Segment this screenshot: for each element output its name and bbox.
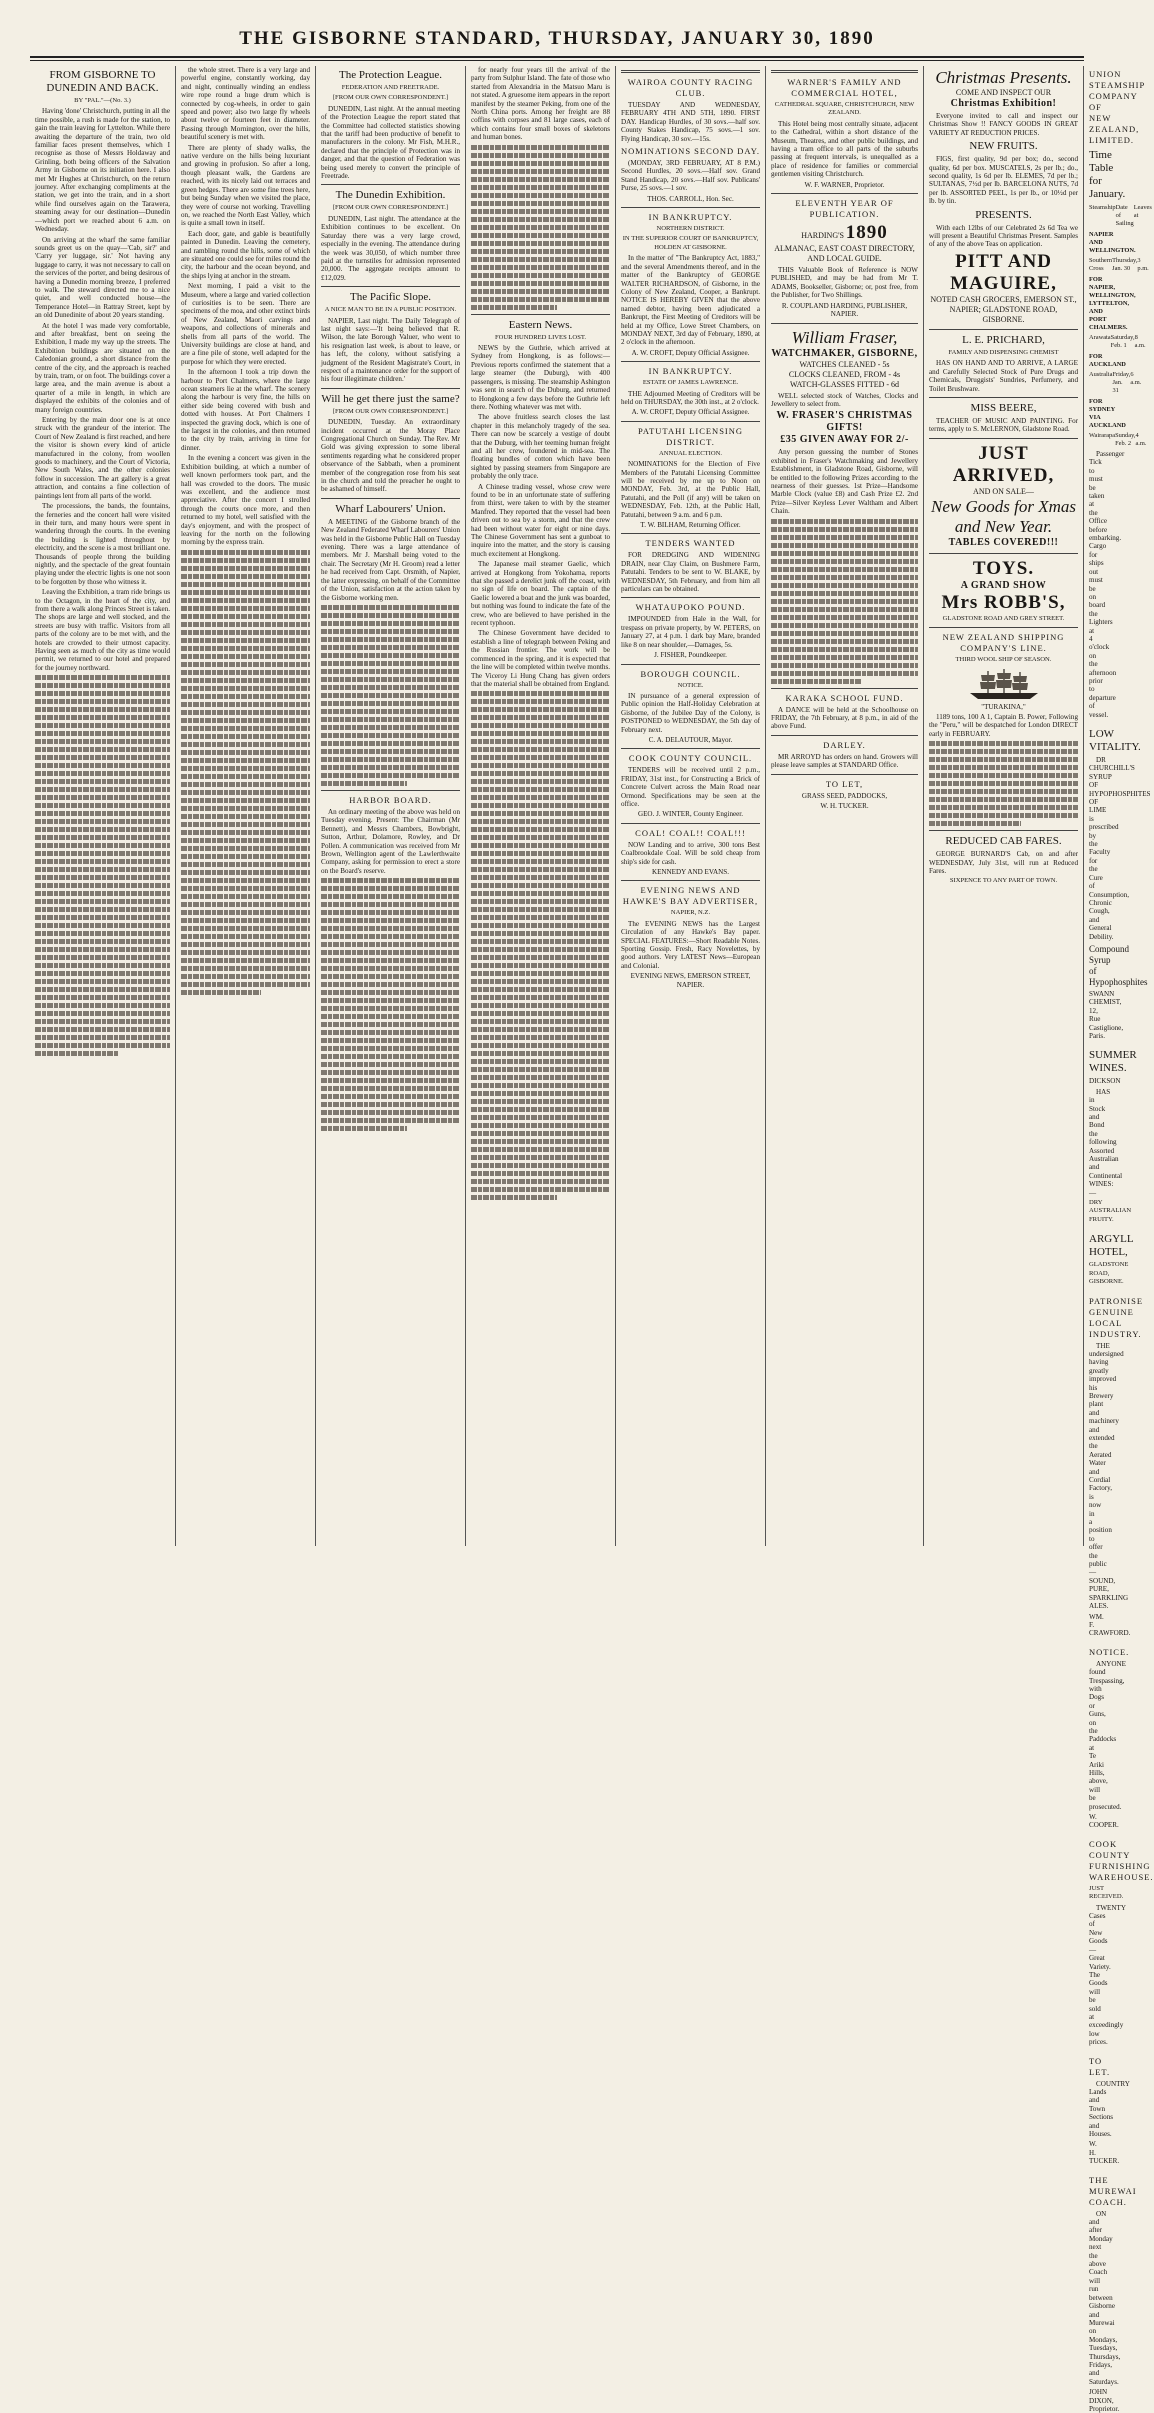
ad-headline: W. FRASER'S CHRISTMAS GIFTS!: [776, 410, 913, 434]
price-line: CLOCKS CLEANED, FROM - 4s: [788, 369, 901, 379]
ad-subhead: THIRD WOOL SHIP OF SEASON.: [955, 656, 1052, 664]
divider: [771, 735, 918, 736]
ad-subhead: NOMINATIONS SECOND DAY.: [621, 146, 760, 157]
ad-text: MR ARROYD has orders on hand. Growers will please leave samples at STANDARD Office.: [771, 752, 918, 770]
divider: [321, 388, 460, 389]
divider: [929, 553, 1078, 554]
notice-subhead: ANNUAL ELECTION.: [658, 449, 723, 457]
timetable-cell: Arawata: [1089, 334, 1111, 341]
just-arrived-ad: [929, 443, 1078, 549]
notice-subhead: IN THE SUPERIOR COURT OF BANKRUPTCY, HOLDEN AT GISBORNE.: [622, 235, 759, 251]
ad-headline: DARLEY.: [823, 739, 866, 750]
ad-signature: KENNEDY AND EVANS.: [651, 868, 730, 876]
article-paragraph: The processions, the bands, the fountains, the ferneries and the concert hall were visited in their turn, and many hours were spent in wandering through the courts. In the evening the building is lighted throughout by electricity, and the scene is a most brilliant one. Thousands of people throng the building nightly, and the spectacle of the great fountain playing under the electric lights is one not soon to be forgotten by those who witness it.: [35, 502, 170, 586]
ad-text: A DANCE will be held at the Schoolhouse on FRIDAY, the 7th February, at 8 p.m., in aid of the above Fund.: [771, 705, 918, 731]
notice-subhead: NOTICE.: [677, 681, 704, 689]
article-paragraph: In the evening a concert was given in the Exhibition building, at which a number of well known performers took part, and the hall was crowded to the doors. The music was excellent, and the audience most appreciative. After the concert I strolled through the courts once more, and then returned to my hotel, well satisfied with the day's enjoyment, and with the prospect of leaving for the north on the following morning by the express train.: [181, 454, 310, 547]
ad-text: (MONDAY, 3RD FEBRUARY, AT 8 P.M.) Second Hurdles, 20 sovs.—Half sov. Grand Stand Handicap, 20 sovs.—Half sov. Publicans' Purse, 25 sovs.—1 sov.: [621, 159, 760, 193]
article-paragraph: DUNEDIN, Last night. At the annual meeting of the Protection League the report stated that the Committee had collected statistics showing that the tariff had been productive of benefit to manufacturers in the colony. Mr Fish, M.H.R., declared that the principle of Protection was in danger, and that the question of Federation was being used merely to convert the principle of Freetrade.: [321, 104, 460, 181]
timetable-cell: 8 a.m.: [1134, 334, 1146, 349]
ad-text: Any person guessing the number of Stones exhibited in Fraser's Watchmaking and Jewellery Establishment, in Gladstone Road, Gisborne, will be entitled to the following Prizes according to the nearness of their guesses. 1st Prize—Handsome Marble Clock (value £8) and Cash Prize £2. 2nd Prize—Silver Keyless Lever Waltham and Albert Chain.: [771, 448, 918, 516]
divider: [621, 421, 760, 422]
timetable-cell: Southern Cross: [1089, 257, 1113, 272]
ad-headline: NEW ZEALAND SHIPPING COMPANY'S LINE.: [942, 632, 1065, 654]
article-paragraph: the whole street. There is a very large and powerful engine, constantly working, day and night, continually winding an endless wire rope round a huge drum which is connected by cog-wheels, in order to gain speed and power; also two large fly wheels about twelve or fourteen feet in diameter. Passing through Mornington, over the hills, beautiful scenery is met with.: [181, 66, 310, 142]
article-headline: The Dunedin Exhibition.: [335, 189, 446, 202]
ad-subhead: AND ON SALE—: [973, 486, 1034, 496]
ship-name: "TURAKINA,": [981, 702, 1026, 711]
article-subhead: FOUR HUNDRED LIVES LOST.: [494, 333, 587, 341]
sailing-ship-icon: [964, 667, 1044, 701]
timetable-cell: Australia: [1089, 371, 1113, 378]
toys-ad: [929, 558, 1078, 623]
column-7: [924, 66, 1084, 1546]
ad-amount: £35 GIVEN AWAY FOR 2/-: [780, 434, 909, 446]
column-8: UNION STEAMSHIP COMPANY OF NEW ZEALAND, LIMITED. Time Table for January. Steamship Date of Sailing Leaves at NAPIER AND WELLINGTON. Southern Cross Thursday, Jan. 30 3 p.m. FOR NAPIER, WELLINGTON, LYTTELTON, AND PORT CHALMERS. Arawata Saturday, Feb. 1 8 a.m. FOR AUCKLAND Australia Friday, Jan. 31 6 a.m. FOR SYDNEY VIA AUCKLAND Wairarapa Sunday, Feb. 2 4 a.m. Passenger Tick to must be taken at the Office before embarking. Cargo for ships out must be on board the Lighters at 4 o'clock on the afternoon prior to departure of vessel. LOW VITALITY. DR CHURCHILL'S SYRUP OF HYPOPHOSPHITES OF LIME is prescribed by the Faculty for the Cure of Consumption, Chronic Cough, and General Debility. Compound Syrup of Hypophosphites SWANN CHEMIST, 12, Rue Castiglione, Paris. SUMMER WINES. DICKSON HAS in Stock and Bond the following Assorted Australian and Continental WINES:— DRY AUSTRALIAN FRUITY. ARGYLL HOTEL, GLADSTONE ROAD, GISBORNE. PATRONISE GENUINE LOCAL INDUSTRY. THE undersigned having greatly improved his Brewery plant and machinery and extended the Aerated Water and Cordial Factory, is now in a position to offer the public—SOUND, PURE, SPARKLING ALES. WM. F. CRAWFORD. NOTICE. ANYONE found Trespassing, with Dogs or Guns, on the Paddocks at Te Ariki Hills, above, will be prosecuted. W. COOPER. COOK COUNTY FURNISHING WAREHOUSE. JUST RECEIVED. TWENTY Cases of New Goods—Great Variety. The Goods will be sold at exceedingly low prices. TO LET. COUNTRY Lands and Town Sections and Houses. W. H. TUCKER. THE MUREWAI COACH. ON and after Monday next the above Coach will run between Gisborne and Murewai on Mondays, Tuesdays, Thursdays, Fridays, and Saturdays. JOHN DIXON, Proprietor.: [1089, 69, 1154, 2413]
article-paragraph: Next morning, I paid a visit to the Museum, where a large and varied collection of curiosities is to be seen. There are specimens of the moa, and other extinct birds of New Zealand, Maori carvings and weapons, and collections of minerals and shells from all parts of the world. The University buildings are close at hand, and are a fine pile of stone, well adapted for the purpose for which they were erected.: [181, 282, 310, 366]
article-source: [FROM OUR OWN CORRESPONDENT.]: [332, 204, 449, 212]
ad-text: FIGS, first quality, 9d per box; do., second quality, 6d per box. MUSCATELS, 2s per lb.; do., second quality, 1s 6d per lb. ELEMES, 7d per lb.; SULTANAS, 7½d per lb. BARCELONA NUTS, 7d per lb. ASSORTED PEEL, 1s per lb., or 10½d per lb. by tin.: [929, 155, 1078, 206]
article-paragraph: The Japanese mail steamer Gaelic, which arrived at Hongkong from Yokohama, reports that she passed a derelict junk off the coast, with no sign of life on board. The captain of the Gaelic lowered a boat and the junk was boarded, but nothing was found to indicate the fate of the crew, who are believed to have perished in the recent typhoon.: [471, 560, 610, 628]
divider: [929, 438, 1078, 439]
divider: [771, 70, 918, 73]
timetable-cell: 6 a.m.: [1130, 371, 1142, 386]
watchmaker-sub: WATCHMAKER, GISBORNE,: [771, 347, 918, 359]
divider: [771, 688, 918, 689]
article-paragraph: There are plenty of shady walks, the native verdure on the hills being luxuriant and growing in profusion. So after a long, though pleasant walk, the Gardens are reached, with its nicely laid out terraces and green hedges. There are some fine trees here, but being Sunday when we visited the place, they were of course not working. Travelling on, we reached the North East Valley, which is quite a small town in itself.: [181, 143, 310, 228]
almanac-title: ALMANAC, EAST COAST DIRECTORY, AND LOCAL GUIDE.: [774, 244, 915, 264]
ad-subhead: GLADSTONE ROAD AND GREY STREET.: [942, 614, 1065, 622]
divider: [929, 397, 1078, 398]
notice-subhead: NORTHERN DISTRICT.: [656, 225, 725, 233]
ad-text: TEACHER OF MUSIC AND PAINTING. For terms, apply to S. McLERNON, Gladstone Road.: [929, 416, 1078, 434]
ad-text: The EVENING NEWS has the Largest Circulation of any Hawke's Bay paper. SPECIAL FEATURES:—Short Readable Notes. Sporting Gossip. Fresh, Racy Novelettes, by good authors. Very LATEST News—European and Colonial.: [621, 919, 760, 970]
notice-signature: A. W. CROFT, Deputy Official Assignee.: [631, 408, 750, 417]
article-headline: Eastern News.: [508, 318, 573, 331]
article-headline: FROM GISBORNE TO DUNEDIN AND BACK.: [46, 69, 159, 94]
article-paragraph: Leaving the Exhibition, a tram ride brings us to the Octagon, in the heart of the city, and from there a walk along Princes Street is taken. The shops are large and well stocked, and the streets are busy with traffic. Visitors from all parts of the colony are to be met with, and the hotels are crowded to their utmost capacity. Having seen as much of the city as time would permit, we returned to our hotel and prepared for the journey northward.: [35, 588, 170, 672]
christmas-gifts-ad: [771, 410, 918, 446]
timetable-cell: Wairarapa: [1089, 432, 1116, 439]
divider: [621, 207, 760, 208]
columns: [30, 66, 1154, 2413]
ad-headline: TO LET,: [825, 778, 864, 789]
ad-headline: A GRAND SHOW: [960, 579, 1047, 591]
ad-headline: WAIROA COUNTY RACING CLUB.: [627, 77, 754, 98]
ad-headline: COAL! COAL!! COAL!!!: [635, 827, 746, 838]
divider: [471, 314, 610, 315]
ad-headline: L. E. PRICHARD,: [962, 333, 1045, 346]
article-byline: BY "PAL."—(No. 3.): [74, 97, 131, 104]
ad-headline: Christmas Presents.: [935, 68, 1072, 87]
notice-text: IMPOUNDED from Hale in the Wall, for trespass on private property, by W. PETERS, on January 27, at 4 p.m. 1 dark bay Mare, branded like 8 on near shoulder,—Damages, 5s.: [621, 615, 760, 649]
divider: [621, 664, 760, 665]
ad-text: THIS Valuable Book of Reference is NOW PUBLISHED, and may be had from Mr T. ADAMS, Bookseller, Gisborne; or, post free, from the Publisher, for Two Shillings.: [771, 266, 918, 300]
illegible-text: [181, 550, 310, 995]
masthead-rule: [30, 56, 1084, 58]
ad-slogan: New Goods for Xmas and New Year.: [931, 496, 1076, 536]
article-paragraph: The above fruitless search closes the last chapter in this melancholy tragedy of the sea. There can now be scarcely a vestige of doubt that the Duburg, with her teeming human freight and all her crew, foundered in mid-sea. The floating bundles of cotton which have been sighted by passing steamers from Singapore are probably the only trace.: [471, 413, 610, 481]
ad-headline: PRESENTS.: [975, 208, 1032, 221]
divider: [621, 361, 760, 362]
article-headline: Wharf Labourers' Union.: [335, 502, 446, 515]
ad-text: TUESDAY AND WEDNESDAY, FEBRUARY 4TH AND 5TH, 1890. FIRST DAY. Handicap Hurdles, of 30 sovs.—half sov. County Stakes Handicap, 75 sovs.—1 sov. Flying Handicap, 30 sov.—15s.: [621, 101, 760, 143]
ad-headline: EVENING NEWS AND HAWKE'S BAY ADVERTISER,: [622, 885, 759, 907]
article-source: [FROM OUR OWN CORRESPONDENT.]: [332, 94, 449, 102]
ad-headline: REDUCED CAB FARES.: [945, 835, 1062, 848]
ad-text: GRASS SEED, PADDOCKS,: [801, 791, 888, 800]
ad-headline: TABLES COVERED!!!: [948, 536, 1059, 548]
illegible-text: [929, 741, 1078, 826]
divider: [321, 184, 460, 185]
column-3: [316, 66, 466, 1546]
divider: [321, 498, 460, 499]
article-headline: Will he get there just the same?: [321, 392, 460, 405]
ad-signature: W. F. WARNER, Proprietor.: [804, 180, 885, 189]
article-subhead: FEDERATION AND FREETRADE.: [341, 84, 440, 91]
christmas-presents-ad: [929, 68, 1078, 110]
ad-headline: PITT AND MAGUIRE,: [950, 250, 1057, 294]
notice-signature: GEO. J. WINTER, County Engineer.: [637, 810, 744, 819]
watchmaker-ad: [771, 328, 918, 390]
article-paragraph: Entering by the main door one is at once struck with the grandeur of the interior. The Court of New Zealand is first reached, and here the visitor is shown every kind of article manufactured in the colony, from woollen goods to machinery, and the Court of Victoria, New South Wales, and the other colonies follow in succession. The art gallery is a great attraction, and contains a fine collection of paintings lent from all parts of the world.: [35, 416, 170, 500]
article-paragraph: NEWS by the Guthrie, which arrived at Sydney from Hongkong, is as follows:—Previous reports confirmed the statement that a large steamer (the Duburg), with 400 passengers, is missing. The steamship Ashington was sent in search of the Duburg, and returned to Hongkong a few days before the Guthrie left there. Nothing whatever was met with.: [471, 344, 610, 411]
column-5: [616, 66, 766, 1546]
notice-headline: TENDERS WANTED: [645, 538, 736, 549]
notice-text: In the matter of "The Bankruptcy Act, 1883," and the several Amendments thereof, and in the matter of the Bankruptcy of GEORGE WALTER RICHARDSON, of Gisborne, in the Colony of New Zealand, Cooper, a Bankrupt. NOTICE IS HEREBY GIVEN that the above named debtor, having been adjudicated a Bankrupt, the First Meeting of Creditors will be held at my Office, Lowe Street Chambers, on MONDAY NEXT, 3rd day of February, 1890, at 2 o'clock in the afternoon.: [621, 254, 760, 347]
notice-text: THE Adjourned Meeting of Creditors will be held on THURSDAY, the 30th inst., at 2 o'clock.: [621, 389, 760, 406]
timetable-cell: Date of Sailing: [1115, 204, 1134, 227]
notice-headline: BOROUGH COUNCIL.: [640, 668, 741, 679]
ad-headline: ELEVENTH YEAR OF PUBLICATION.: [795, 198, 894, 220]
timetable-cell: Thursday, Jan. 30: [1112, 257, 1138, 272]
article-paragraph: In the afternoon I took a trip down the harbour to Port Chalmers, where the large ocean steamers lie at the wharf. The scenery along the harbour is very fine, the hills on either side being covered with bush and dotted with houses. At Port Chalmers I inspected the graving dock, which is one of the largest in the colonies, and then returned to the city by train, arriving in time for dinner.: [181, 368, 310, 452]
ad-footer: SIXPENCE TO ANY PART OF TOWN.: [949, 877, 1058, 885]
ad-headline: MISS BEERE,: [970, 401, 1037, 414]
ad-subhead: COME AND INSPECT OUR: [955, 88, 1052, 97]
almanac-name: HARDING'S: [801, 231, 844, 241]
notice-signature: J. FISHER, Poundkeeper.: [654, 651, 727, 660]
article-paragraph: A MEETING of the Gisborne branch of the New Zealand Federated Wharf Labourers' Union was held in the Gisborne Public Hall on Tuesday evening. There was a large attendance of members. Mr J. Marshall being voted to the chair. The Secretary (Mr H. Groom) read a letter he had received from Capt. Orsmith, of Napier, the latter expressing, on behalf of the Committee of the Union, satisfaction at the action taken by the Gisborne working men.: [321, 517, 460, 602]
column-1: [30, 66, 176, 1546]
article-paragraph: Each door, gate, and gable is beautifully painted in Dunedin. Leaving the cemetery, and rambling round the hills, some of which are situated one could see for miles round the city, the harbour and the ocean beyond, and the ships lying at anchor in the stream.: [181, 229, 310, 280]
ad-headline: JUST ARRIVED,: [952, 442, 1055, 486]
illegible-text: [321, 878, 460, 1131]
article-paragraph: NAPIER, Last night. The Daily Telegraph of last night says:—'It being believed that R. Wilson, the late Borough Valuer, who went to his resignation last week, is about to leave, or has left, the colony, without satisfying a judgment of the Resident Magistrate's Court, in respect of a maintenance order for the support of his four illegitimate children.': [321, 316, 460, 384]
almanac-ad: [771, 222, 918, 264]
timetable-cell: Sunday, Feb. 2: [1115, 432, 1136, 447]
article-paragraph: Having 'done' Christchurch, putting in all the time possible, a rush is made for the station, to gain the train leaving for Lyttelton. While there awaiting the departure of the train, two old familiar faces present themselves, which I recognise as those of Messrs Holdaway and Grinling, both being officers of the Salvation Army in Gisborne on its initiation here. I also met Mr Hughes at Christchurch, on the return journey. After exchanging compliments at the station, we get into the train, and in a short while find ourselves again on the Tarawera, steaming away for our destination—Dunedin—which port we reached about 6 a.m. on Wednesday.: [35, 107, 170, 234]
ad-subhead: NAPIER, N.Z.: [670, 909, 711, 917]
timetable-cell: Saturday, Feb. 1: [1110, 334, 1135, 349]
divider: [929, 627, 1078, 628]
ad-signature: EVENING NEWS, EMERSON STREET, NAPIER.: [630, 972, 751, 989]
price-line: WATCHES CLEANED - 5s: [799, 359, 890, 369]
column-6: [766, 66, 924, 1546]
notice-headline: IN BANKRUPTCY.: [648, 212, 733, 223]
ad-headline: WARNER'S FAMILY AND COMMERCIAL HOTEL,: [787, 77, 902, 98]
ad-headline: Mrs ROBB'S,: [941, 591, 1066, 613]
column-2: [176, 66, 316, 1546]
illegible-text: [471, 691, 610, 1200]
article-subhead: A NICE MAN TO BE IN A PUBLIC POSITION.: [324, 306, 457, 314]
illegible-text: [35, 675, 170, 1056]
divider: [621, 748, 760, 749]
ad-text: WELL selected stock of Watches, Clocks and Jewellery to select from.: [771, 391, 918, 408]
ad-subhead: FAMILY AND DISPENSING CHEMIST: [948, 348, 1059, 356]
divider: [621, 880, 760, 881]
illegible-text: [321, 605, 460, 786]
divider: [929, 830, 1078, 831]
ad-subhead: CATHEDRAL SQUARE, CHRISTCHURCH, NEW ZEALAND.: [774, 101, 915, 117]
illegible-text: [471, 145, 610, 310]
watchmaker-name: William Fraser,: [791, 327, 898, 347]
ad-text: GEORGE BURNARD'S Cab, on and after WEDNESDAY, July 31st, will run at Reduced Fares.: [929, 850, 1078, 875]
divider: [621, 533, 760, 534]
divider: [621, 823, 760, 824]
timetable-cell: Steamship: [1089, 204, 1116, 211]
notice-signature: C. A. DELAUTOUR, Mayor.: [648, 735, 733, 744]
ad-text: NOW Landing and to arrive, 300 tons Best Coalbrookdale Coal. Will be sold cheap from ship's side for cash.: [621, 840, 760, 866]
timetable-cell: Friday, Jan. 31: [1112, 371, 1131, 394]
ad-text: Everyone invited to call and inspect our Christmas Show !! FANCY GOODS IN GREAT VARIETY AT REDUCTION PRICES.: [929, 112, 1078, 137]
ad-signature: THOS. CARROLL, Hon. Sec.: [647, 194, 734, 203]
article-paragraph: On arriving at the wharf the same familiar sounds greet us on the quay—'Cab, sir?' and 'Carry yer luggage, sir.' Not having any luggage to carry, it was not necessary to call on the services of the porter, and being desirous of having a Dunedin morning breeze, I preferred to walk. The steward directed me to a nice quiet, and well conducted house—the Temperance Hotel—in Rattray Street, kept by an old Dunedinite of about 20 years standing.: [35, 235, 170, 320]
timetable-cell: Leaves at: [1133, 204, 1152, 219]
masthead-rule: [30, 60, 1084, 61]
article-paragraph: An ordinary meeting of the above was held on Tuesday evening. Present: The Chairman (Mr Bennett), and Messrs Chambers, Bowbright, Sutton, Arthur, Dolamore, Rowley, and Dr Pollen. A communication was received from Mr Brown, Wellington agent of the Lawlerthwaite Company, asking for permission to erect a store on the Board's reserve.: [321, 807, 460, 875]
notice-headline: WHATAUPOKO POUND.: [635, 602, 746, 613]
ad-headline: KARAKA SCHOOL FUND.: [785, 692, 904, 703]
pitt-maguire-ad: [929, 251, 1078, 325]
divider: [621, 70, 760, 73]
divider: [771, 323, 918, 324]
ad-signature: W. H. TUCKER.: [820, 802, 869, 810]
timetable-cell: 4 a.m.: [1135, 432, 1147, 447]
divider: [321, 286, 460, 287]
timetable-cell: 3 p.m.: [1137, 257, 1149, 272]
notice-text: IN pursuance of a general expression of Public opinion the Half-Holiday Celebration at Gisborne, of the Jubilee Day of the Colony, is POSTPONED to WEDNESDAY, the 5th day of February next.: [621, 691, 760, 734]
notice-signature: T. W. BILHAM, Returning Officer.: [640, 521, 741, 530]
article-headline: The Protection League.: [339, 69, 442, 81]
ad-text: 1189 tons, 100 A 1, Captain B. Power, Following the "Peru," will be despatched for London DIRECT early in FEBRUARY.: [929, 712, 1078, 738]
article-paragraph: DUNEDIN, Tuesday. An extraordinary incident occurred at the Moray Place Congregational Church on Sunday. The Rev. Mr Gold was giving expression to some liberal sentiments regarding what he considered proper observance of the Sabbath, when a prominent member of the congregation rose from his seat in the church and told the preacher he ought to be ashamed of himself.: [321, 418, 460, 494]
notice-text: NOMINATIONS for the Election of Five Members of the Patutahi Licensing Committee will be received by me up to Noon on MONDAY, Feb. 3rd, at the Public Hall, Patutahi, and the Poll (if any) will be taken on WEDNESDAY, Feb. 12th, at the Public Hall, Patutahi, between 9 a.m. and 6 p.m.: [621, 460, 760, 519]
notice-text: TENDERS will be received until 2 p.m., FRIDAY, 31st inst., for Constructing a Brick of Concrete Culvert across the Main Road near Ormond. Specifications may be seen at the office.: [621, 766, 760, 808]
price-line: WATCH-GLASSES FITTED - 6d: [789, 379, 900, 389]
article-source: [FROM OUR OWN CORRESPONDENT.]: [332, 407, 449, 415]
ad-text: With each 12lbs of our Celebrated 2s 6d Tea we will present a Beautiful Christmas Present. Samples of any of the above Teas on application.: [929, 223, 1078, 249]
masthead: THE GISBORNE STANDARD, THURSDAY, JANUARY 30, 1890: [239, 28, 875, 49]
divider: [771, 193, 918, 194]
illegible-text: [771, 519, 918, 684]
article-headline: HARBOR BOARD.: [349, 794, 432, 805]
notice-signature: A. W. CROFT, Deputy Official Assignee.: [631, 348, 750, 357]
divider: [929, 329, 1078, 330]
divider: [621, 597, 760, 598]
article-paragraph: The Chinese Government have decided to establish a line of telegraph between Peking and the Russian frontier. The work will be commenced in the spring, and it is expected that the line will be completed within twelve months. The Viceroy Li Hung Chang has given orders that the material shall be obtained from England.: [471, 629, 610, 688]
ad-text: HAS ON HAND AND TO ARRIVE, A LARGE and Carefully Selected Stock of Pure Drugs and Chemicals, Druggists' Sundries, Perfumery, and Toilet Brushware.: [929, 359, 1078, 393]
notice-headline: PATUTAHI LICENSING DISTRICT.: [637, 425, 744, 447]
ad-headline: Christmas Exhibition!: [950, 98, 1057, 109]
notice-headline: IN BANKRUPTCY.: [648, 366, 733, 377]
article-paragraph: A Chinese trading vessel, whose crew were found to be in an unfortunate state of suffering from thirst, were taken to with by the steamer Manfred. They reported that the vessel had been driven out to sea by a storm, and that the crew had been without water for eight or nine days. The Chinese Government has sent a gunboat to inquire into the matter, and the story is causing much excitement at Hongkong.: [471, 482, 610, 558]
ad-subhead: NOTED CASH GROCERS, EMERSON ST., NAPIER; GLADSTONE ROAD, GISBORNE.: [930, 294, 1077, 324]
divider: [321, 790, 460, 791]
article-paragraph: At the hotel I was made very comfortable, and after breakfast, bent on seeing the Exhibition, I made my way up the streets. The Exhibition buildings are situated on the Caledonian ground, a short distance from the centre of the city, and the approach is reached by train, tram, or on foot. The buildings cover a large area, and the main avenue is about a quarter of a mile in length, in which are displayed the exhibits of the colonies and of many foreign countries.: [35, 321, 171, 414]
notice-subhead: ESTATE OF JAMES LAWRENCE.: [642, 379, 739, 387]
almanac-year: 1890: [845, 222, 888, 244]
column-4: [466, 66, 616, 1546]
article-paragraph: DUNEDIN, Last night. The attendance at the Exhibition continues to be excellent. On Saturday there was a very large crowd, especially in the evening. The attendance during the week was 30,050, of which number three paid at the turnstiles for admission represented 20,000. The aggregate receipts amount to £12,029.: [321, 214, 460, 282]
ad-signature: R. COUPLAND HARDING, PUBLISHER, NAPIER.: [781, 301, 908, 319]
divider: [771, 774, 918, 775]
article-headline: The Pacific Slope.: [350, 291, 431, 304]
ad-headline: TOYS.: [972, 557, 1035, 579]
ad-headline: NEW FRUITS.: [969, 140, 1038, 153]
notice-headline: COOK COUNTY COUNCIL.: [628, 753, 753, 764]
notice-text: FOR DREDGING AND WIDENING DRAIN, near Clay Claim, on Bushmere Farm, Patutahi. Tenders to be sent to W. BLAKE, by WEDNESDAY, 5th February, and from him all particulars can be obtained.: [621, 551, 760, 594]
article-paragraph: for nearly four years till the arrival of the party from Sulphur Island. The fate of those who started from Alexandria in the Matsuo Maru is not stated. A gruesome item appears in the report manifest by the steamer Peking, from one of the North China ports. Among her freight are 88 coffins with corpses and 81 large cases, each of which contains four small boxes of skeletons and human bones.: [471, 66, 610, 142]
ad-text: This Hotel being most centrally situate, adjacent to the Cathedral, within a short distance of the Museum, Theatres, and other public buildings, and having a tram office to all parts of the suburbs passing at frequent intervals, is unequalled as a place of residence for families or commercial gentlemen visiting Christchurch.: [771, 119, 918, 179]
